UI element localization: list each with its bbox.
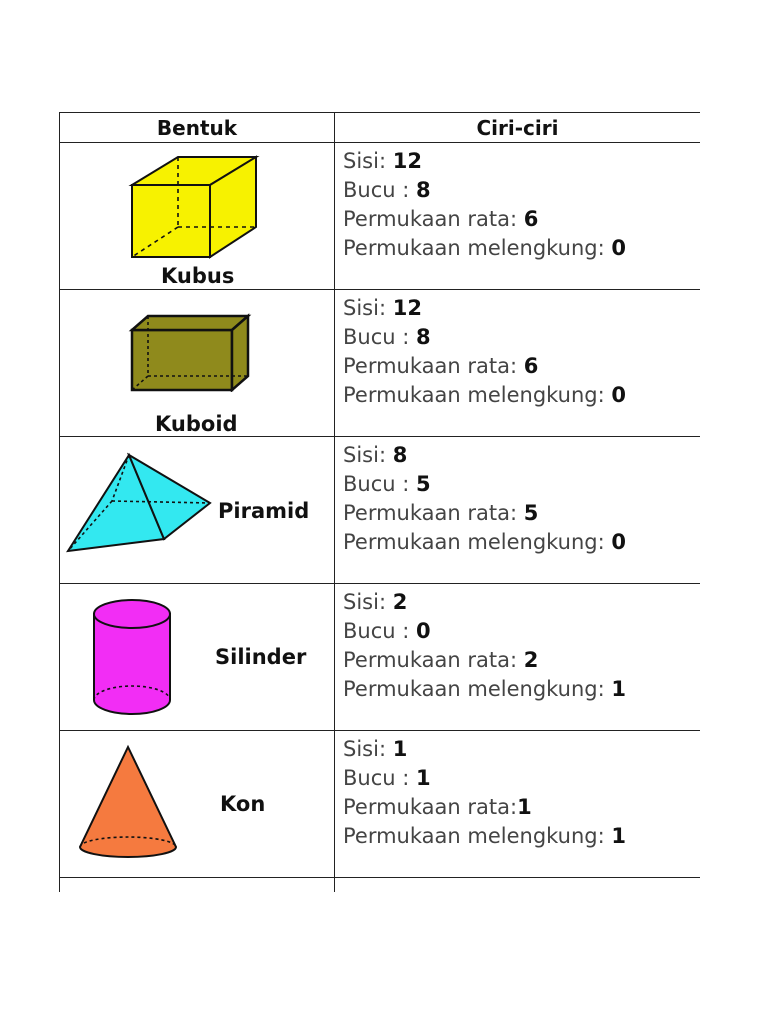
prop-label: Sisi:	[343, 590, 393, 614]
prop-permukaan-melengkung	[343, 234, 700, 263]
props-cell-silinder	[335, 584, 701, 731]
table-row-silinder	[60, 584, 701, 731]
table-header-row	[60, 113, 701, 143]
prop-value: 1	[392, 737, 408, 761]
prop-label: Permukaan melengkung:	[343, 824, 612, 848]
pyramid-icon	[64, 451, 214, 561]
shapes-table	[59, 112, 700, 892]
prop-label: Bucu :	[343, 472, 416, 496]
prop-permukaan-melengkung	[343, 822, 700, 851]
shape-name-kubus: Kubus	[161, 264, 235, 288]
shape-cell-kon	[60, 731, 335, 878]
prop-label: Permukaan rata:	[343, 648, 524, 672]
header-ciri-ciri: Ciri-ciri	[335, 113, 701, 143]
prop-value: 0	[416, 619, 431, 643]
cone-icon	[76, 743, 186, 863]
prop-label: Sisi:	[343, 443, 393, 467]
prop-value: 1	[611, 677, 626, 701]
prop-label: Bucu :	[343, 325, 416, 349]
table-row-truncated	[60, 878, 701, 893]
shape-cell-kubus	[60, 143, 335, 290]
header-bentuk: Bentuk	[60, 113, 335, 143]
props-cell-kon	[335, 731, 701, 878]
shape-cell-silinder	[60, 584, 335, 731]
prop-value: 1	[416, 766, 431, 790]
prop-value: 0	[611, 236, 626, 260]
prop-label: Sisi:	[343, 737, 393, 761]
prop-value: 6	[523, 207, 539, 231]
cuboid-icon	[128, 312, 258, 392]
prop-sisi	[343, 441, 700, 470]
prop-value: 5	[416, 472, 431, 496]
prop-label: Permukaan rata:	[343, 501, 524, 525]
cylinder-icon	[90, 596, 176, 720]
prop-permukaan-rata	[343, 499, 700, 528]
prop-value: 6	[523, 354, 539, 378]
prop-bucu	[343, 176, 700, 205]
shape-name-silinder: Silinder	[215, 645, 307, 669]
table-row-kubus	[60, 143, 701, 290]
prop-label: Sisi:	[343, 296, 393, 320]
prop-permukaan-rata	[343, 352, 700, 381]
prop-value: 2	[392, 590, 408, 614]
prop-value: 12	[392, 149, 422, 173]
prop-permukaan-melengkung	[343, 675, 700, 704]
prop-bucu	[343, 764, 700, 793]
prop-sisi	[343, 735, 700, 764]
table-row-kuboid	[60, 290, 701, 437]
prop-value: 12	[392, 296, 422, 320]
prop-permukaan-rata	[343, 646, 700, 675]
prop-label: Bucu :	[343, 619, 416, 643]
prop-label: Sisi:	[343, 149, 393, 173]
prop-label: Permukaan melengkung:	[343, 383, 612, 407]
prop-label: Bucu :	[343, 766, 416, 790]
cube-icon	[128, 153, 268, 263]
prop-value: 1	[611, 824, 626, 848]
props-cell-kuboid	[335, 290, 701, 437]
prop-value: 2	[523, 648, 539, 672]
props-cell-kubus	[335, 143, 701, 290]
prop-sisi	[343, 588, 700, 617]
prop-label: Permukaan melengkung:	[343, 677, 612, 701]
prop-label: Permukaan melengkung:	[343, 530, 612, 554]
shapes-table-page	[59, 112, 700, 892]
prop-value: 5	[523, 501, 539, 525]
shape-cell-kuboid	[60, 290, 335, 437]
prop-label: Permukaan rata:	[343, 795, 518, 819]
props-cell-piramid	[335, 437, 701, 584]
shape-name-kuboid: Kuboid	[155, 412, 238, 436]
prop-value: 8	[416, 325, 431, 349]
prop-bucu	[343, 323, 700, 352]
prop-label: Permukaan rata:	[343, 354, 524, 378]
prop-label: Bucu :	[343, 178, 416, 202]
prop-value: 8	[416, 178, 431, 202]
prop-sisi	[343, 147, 700, 176]
prop-value: 0	[611, 383, 626, 407]
prop-value: 1	[517, 795, 532, 819]
prop-permukaan-melengkung	[343, 528, 700, 557]
prop-permukaan-melengkung	[343, 381, 700, 410]
prop-label: Permukaan rata:	[343, 207, 524, 231]
prop-bucu	[343, 470, 700, 499]
shape-name-piramid: Piramid	[218, 499, 310, 523]
prop-label: Permukaan melengkung:	[343, 236, 612, 260]
table-row-kon	[60, 731, 701, 878]
prop-value: 0	[611, 530, 626, 554]
prop-permukaan-rata	[343, 205, 700, 234]
shape-cell-piramid	[60, 437, 335, 584]
table-row-piramid	[60, 437, 701, 584]
prop-value: 8	[392, 443, 408, 467]
shape-name-kon: Kon	[220, 792, 266, 816]
truncated-cell-right	[335, 878, 701, 893]
prop-permukaan-rata	[343, 793, 700, 822]
truncated-cell-left	[60, 878, 335, 893]
prop-bucu	[343, 617, 700, 646]
prop-sisi	[343, 294, 700, 323]
